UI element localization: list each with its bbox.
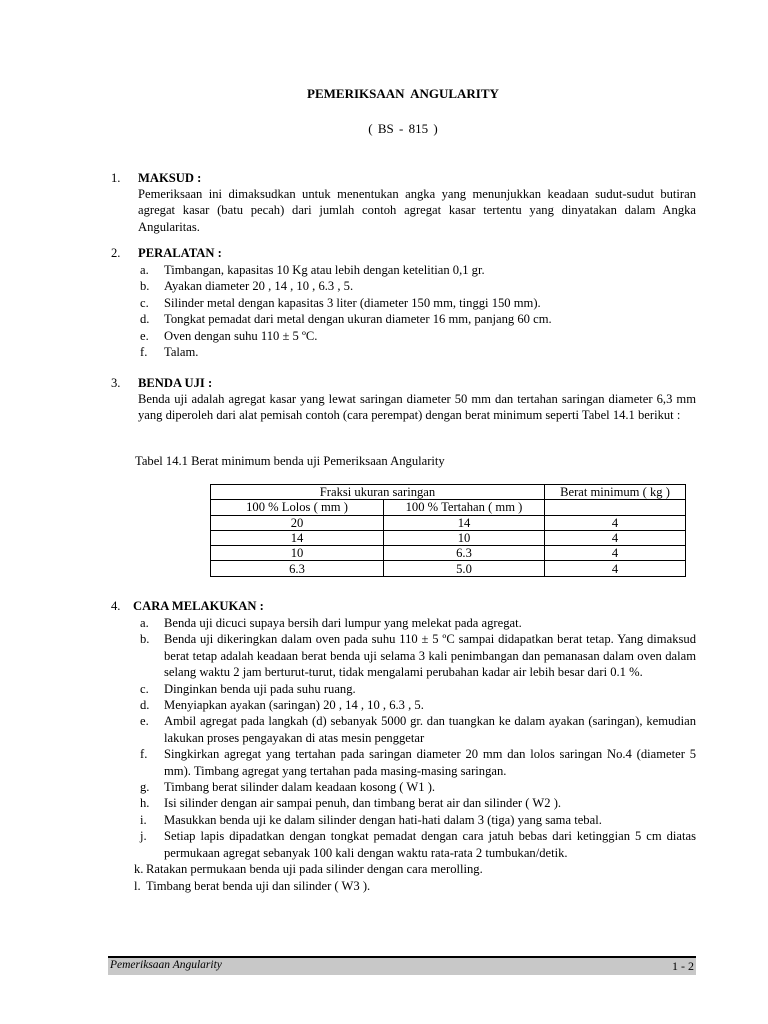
section-heading: BENDA UJI :	[138, 376, 213, 390]
item-letter: e.	[140, 328, 149, 343]
item-letter: k.	[134, 862, 144, 877]
item-letter: b.	[140, 632, 150, 647]
list-item	[138, 746, 696, 779]
cell-lolos: 20	[211, 515, 384, 530]
list-item	[138, 681, 696, 697]
section-paragraph: Benda uji adalah agregat kasar yang lewat saringan diameter 50 mm dan tertahan saringan diameter 6,3 mm yang diperoleh dari alat pemisah contoh (cara perempat) dengan berat minimum seperti Tabel 14.1 berikut :	[138, 392, 696, 423]
table-row	[211, 546, 686, 561]
list-item	[138, 262, 696, 278]
section-heading: MAKSUD :	[138, 171, 202, 185]
page-number: 1 - 2	[672, 959, 694, 973]
subheader-tertahan: 100 % Tertahan ( mm )	[384, 500, 545, 515]
list-item	[138, 328, 696, 344]
item-text: Timbang berat benda uji dan silinder ( W3 ).	[146, 878, 371, 893]
cell-lolos: 10	[211, 546, 384, 561]
item-letter: d.	[140, 312, 150, 327]
item-text: Isi silinder dengan air sampai penuh, dan timbang berat air dan silinder ( W2 ).	[164, 796, 562, 811]
item-text: Masukkan benda uji ke dalam silinder dengan hati-hati dalam 3 (tiga) yang sama tebal.	[164, 812, 602, 827]
section-paragraph: Pemeriksaan ini dimaksudkan untuk menentukan angka yang menunjukkan keadaan sudut-sudut butiran agregat kasar (batu pecah) dari jumlah contoh agregat kasar tertentu yang dinyatakan dalam Angka Angularitas.	[138, 187, 696, 234]
item-text: Benda uji dikeringkan dalam oven pada suhu 110 ± 5 ºC sampai didapatkan berat tetap. Yang dimaksud berat tetap adalah keadaan berat benda uji selama 3 kali penimbangan dan pemanasan dalam oven dalam selang waktu 2 jam berturut-turut, tidak mengalami perubahan kadar air lebih besar dari 0.1 %.	[164, 632, 696, 680]
list-item	[138, 795, 696, 811]
page-footer	[108, 958, 696, 975]
list-item	[138, 779, 696, 795]
document-title: PEMERIKSAAN ANGULARITY	[307, 86, 499, 101]
equipment-list	[138, 262, 696, 360]
subheader-empty	[545, 500, 686, 515]
item-text: Ayakan diameter 20 , 14 , 10 , 6.3 , 5.	[164, 279, 354, 294]
item-text: Setiap lapis dipadatkan dengan tongkat pemadat dengan cara jatuh bebas dari ketinggian 5 cm diatas permukaan agregat sebanyak 100 kali dengan waktu rata-rata 2 tumbukan/detik.	[164, 829, 696, 860]
table-subheader-row	[211, 500, 686, 515]
item-letter: b.	[140, 279, 150, 294]
cell-berat: 4	[545, 515, 686, 530]
footer-title: Pemeriksaan Angularity	[110, 959, 222, 971]
item-text: Silinder metal dengan kapasitas 3 liter (diameter 150 mm, tinggi 150 mm).	[164, 295, 541, 310]
list-item	[134, 861, 696, 877]
cell-berat: 4	[545, 561, 686, 576]
list-item	[138, 713, 696, 746]
item-letter: c.	[140, 681, 149, 696]
item-letter: f.	[140, 747, 148, 762]
item-text: Talam.	[164, 345, 199, 360]
table-row	[211, 530, 686, 545]
item-text: Ratakan permukaan benda uji pada silinder dengan cara merolling.	[146, 862, 483, 877]
cell-lolos: 14	[211, 530, 384, 545]
document-subtitle: ( BS - 815 )	[368, 121, 438, 136]
item-text: Benda uji dicuci supaya bersih dari lumpur yang melekat pada agregat.	[164, 616, 522, 630]
list-item	[138, 631, 696, 680]
item-letter: d.	[140, 698, 150, 713]
table-caption: Tabel 14.1 Berat minimum benda uji Pemeriksaan Angularity	[135, 454, 445, 468]
item-letter: c.	[140, 295, 149, 310]
cell-tertahan: 10	[384, 530, 545, 545]
subheader-lolos: 100 % Lolos ( mm )	[211, 500, 384, 515]
header-fraction: Fraksi ukuran saringan	[211, 485, 545, 500]
list-item	[138, 615, 696, 631]
cell-tertahan: 14	[384, 515, 545, 530]
item-text: Menyiapkan ayakan (saringan) 20 , 14 , 10 , 6.3 , 5.	[164, 698, 424, 713]
list-item	[138, 295, 696, 311]
item-letter: j.	[140, 829, 147, 844]
item-letter: g.	[140, 780, 150, 795]
item-text: Dinginkan benda uji pada suhu ruang.	[164, 681, 356, 696]
item-text: Singkirkan agregat yang tertahan pada saringan diameter 20 mm dan lolos saringan No.4 (diameter 5 mm). Timbang agregat yang tertahan pada masing-masing saringan.	[164, 747, 696, 778]
section-heading: CARA MELAKUKAN :	[133, 599, 264, 613]
item-text: Ambil agregat pada langkah (d) sebanyak 5000 gr. dan tuangkan ke dalam ayakan (saringan), kemudian lakukan proses pengayakan di atas mesin penggetar	[164, 714, 696, 745]
list-item	[138, 344, 696, 360]
section-number: 1.	[111, 171, 121, 185]
section-number: 4.	[111, 599, 121, 613]
cell-tertahan: 6.3	[384, 546, 545, 561]
table-header-row	[211, 485, 686, 500]
list-item	[138, 812, 696, 828]
header-weight: Berat minimum ( kg )	[545, 485, 686, 500]
item-letter: l.	[134, 878, 141, 893]
section-number: 3.	[111, 376, 121, 390]
item-letter: f.	[140, 345, 148, 360]
item-letter: h.	[140, 796, 150, 811]
table-row	[211, 515, 686, 530]
item-letter: a.	[140, 263, 149, 277]
item-letter: a.	[140, 616, 149, 630]
list-item	[138, 278, 696, 294]
item-letter: i.	[140, 812, 147, 827]
item-text: Timbangan, kapasitas 10 Kg atau lebih dengan ketelitian 0,1 gr.	[164, 263, 485, 277]
section-heading: PERALATAN :	[138, 246, 222, 260]
list-item	[138, 828, 696, 861]
item-text: Oven dengan suhu 110 ± 5 ºC.	[164, 328, 318, 343]
procedure-list	[134, 615, 696, 894]
cell-berat: 4	[545, 546, 686, 561]
cell-lolos: 6.3	[211, 561, 384, 576]
list-item	[138, 697, 696, 713]
min-weight-table	[210, 484, 686, 577]
cell-berat: 4	[545, 530, 686, 545]
cell-tertahan: 5.0	[384, 561, 545, 576]
table-row	[211, 561, 686, 576]
list-item	[138, 311, 696, 327]
item-text: Timbang berat silinder dalam keadaan kosong ( W1 ).	[164, 780, 436, 795]
list-item	[134, 878, 696, 894]
item-letter: e.	[140, 714, 149, 729]
section-number: 2.	[111, 246, 121, 260]
item-text: Tongkat pemadat dari metal dengan ukuran diameter 16 mm, panjang 60 cm.	[164, 312, 552, 327]
